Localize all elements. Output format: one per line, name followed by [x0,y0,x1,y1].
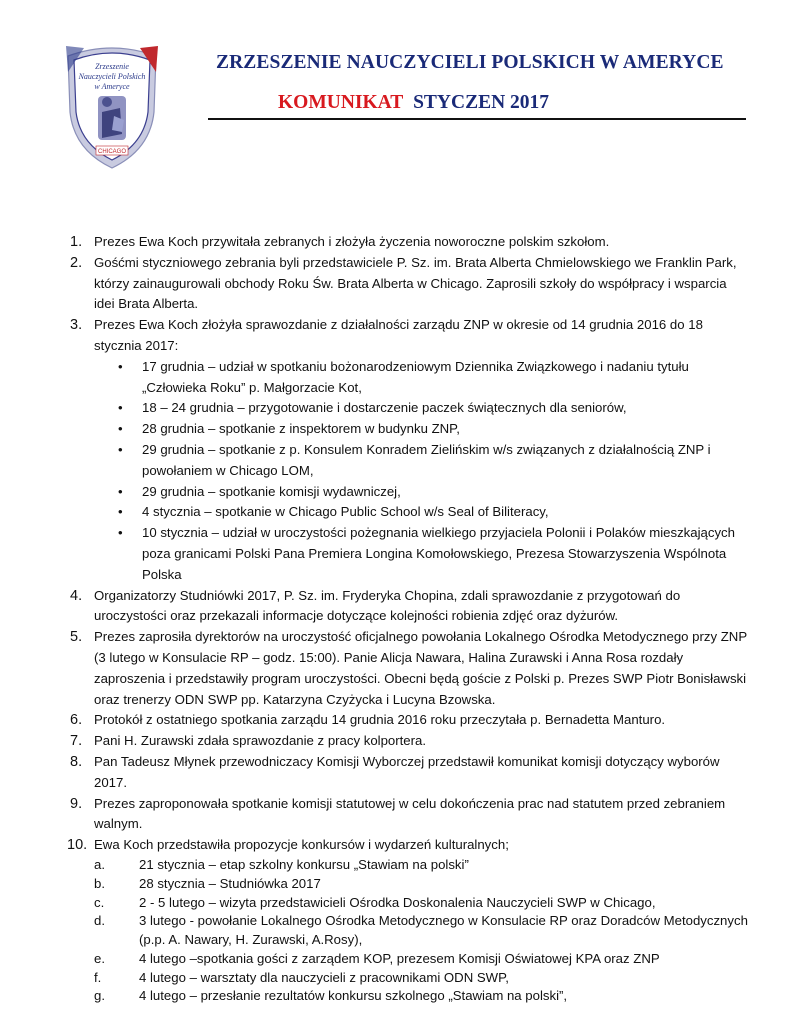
minutes-list-continued [67,586,750,1007]
item-text: Prezes Ewa Koch przywitała zebranych i złożyła życzenia noworoczne polskim szkołom. [94,234,610,249]
bullet-text: 17 grudnia – udział w spotkaniu bożonarodzeniowym Dziennika Związkowego i nadaniu tytułu „Człowieka Roku” p. Małgorzacie Kot, [142,358,689,395]
bullet-item [118,440,750,482]
bullet-item [118,419,750,440]
item-text: Prezes zaprosiła dyrektorów na uroczystość oficjalnego powołania Lokalnego Ośrodka Metodycznego przy ZNP (3 lutego w Konsulacie RP – godz. 15:00). Panie Alicja Nawara, Halina Zurawski i Anna Rosa rozdały zaproszenia i przedstawiły program uroczystości. Obecni będą goście z Polski p. Prezes SWP Piotr Bonisławski oraz trenerzy ODN SWP pp. Katarzyna Czyżycka i Lucyna Bzowska. [94,629,747,707]
sub-item-text: 28 stycznia – Studniówka 2017 [139,875,321,891]
logo-text-line3: w Ameryce [94,82,130,91]
bullet-icon: • [118,483,123,499]
activity-bullet-list [70,357,750,586]
bullet-item [118,502,750,523]
sub-item-letter: d. [94,913,105,929]
bullet-text: 10 stycznia – udział w uroczystości pożegnania wielkiego przyjaciela Polonii i Polaków mieszkających poza granicami Polski Pana Premiera Longina Komołowskiego, Prezesa Stowarzyszenia Wspólnota Polska [142,525,735,582]
sub-item [94,856,750,875]
komunikat-label: KOMUNIKAT [278,92,404,113]
logo-text-line1: Zrzeszenie [95,62,129,71]
logo-figure-illustration [98,96,126,140]
sub-item [94,987,750,1006]
bullet-item [118,482,750,503]
document-title [278,92,549,114]
item-number: 7. [70,733,83,750]
events-sublist [94,856,750,1006]
sub-item-text: 3 lutego - powołanie Lokalnego Ośrodka Metodycznego w Konsulacie RP oraz Doradców Metodycznych (p.p. A. Nawary, H. Zurawski, A.Rosy), [139,913,748,948]
sub-item [94,969,750,988]
bullet-icon: • [118,400,123,416]
sub-item-letter: g. [94,988,105,1004]
sub-item [94,894,750,913]
organization-title: ZRZESZENIE NAUCZYCIELI POLSKICH W AMERYCE [216,52,724,73]
sub-item [94,912,750,950]
bullet-icon: • [118,441,123,457]
item-text: Prezes zaproponowała spotkanie komisji statutowej w celu dokończenia prac nad statutem przed zebraniem walnym. [94,795,726,832]
list-item [70,253,750,315]
sub-item-text: 4 lutego – przesłanie rezultatów konkursu szkolnego „Stawiam na polski”, [139,988,568,1004]
item-text: Gośćmi styczniowego zebrania byli przedstawiciele P. Sz. im. Brata Alberta Chmielowskiego we Franklin Park, którzy zainaugurowali obchody Roku Św. Brata Alberta w Chicago. Zaprosili szkoły do współpracy i wsparcia idei Brata Alberta. [94,254,737,312]
item-text: Ewa Koch przedstawiła propozycje konkursów i wydarzeń kulturalnych; [94,837,509,853]
bullet-text: 18 – 24 grudnia – przygotowanie i dostarczenie paczek świątecznych dla seniorów, [142,400,627,416]
bullet-icon: • [118,358,123,374]
logo-text-line2: Nauczycieli Polskich [78,72,146,81]
list-item [70,794,750,836]
item-number: 3. [70,317,83,334]
item-number: 10. [67,837,88,854]
minutes-list [70,232,750,357]
item-text: Prezes Ewa Koch złożyła sprawozdanie z działalności zarządu ZNP w okresie od 14 grudnia 2016 do 18 stycznia 2017: [94,317,703,353]
organization-logo [62,42,162,170]
sub-item-letter: c. [94,894,105,910]
bullet-text: 4 stycznia – spotkanie w Chicago Public School w/s Seal of Biliteracy, [142,504,549,520]
sub-item-text: 4 lutego – warsztaty dla nauczycieli z pracownikami ODN SWP, [139,969,509,985]
bullet-text: 29 grudnia – spotkanie z p. Konsulem Konradem Zielińskim w/s związanych z działalnością ZNP i powołaniem w Chicago LOM, [142,441,711,478]
bullet-icon: • [118,421,123,437]
bullet-text: 29 grudnia – spotkanie komisji wydawniczej, [142,483,401,499]
item-number: 1. [70,234,83,250]
item-text: Protokół z ostatniego spotkania zarządu 14 grudnia 2016 roku przeczytała p. Bernadetta Manturo. [94,712,666,728]
item-number: 6. [70,712,83,729]
bullet-item [118,398,750,419]
list-item [70,731,750,752]
list-item [67,835,750,1006]
item-text: Organizatorzy Studniówki 2017, P. Sz. im. Fryderyka Chopina, zdali sprawozdanie z przygotowań do uroczystości oraz przekazali informacje dotyczące kolejności robienia zdjęć oraz dyżurów. [94,587,681,624]
sub-item [94,950,750,969]
bullet-icon: • [118,504,123,520]
sub-item-letter: a. [94,856,105,872]
list-item [70,315,750,357]
komunikat-date: STYCZEN 2017 [413,92,550,113]
item-text: Pan Tadeusz Młynek przewodniczacy Komisji Wyborczej przedstawił komunikat komisji dotyczący wyborów 2017. [94,753,720,790]
bullet-item [118,357,750,399]
item-number: 4. [70,587,83,604]
list-item [70,710,750,731]
header-divider [208,118,746,120]
sub-item [94,875,750,894]
sub-item-letter: b. [94,875,105,891]
item-number: 9. [70,795,83,812]
sub-item-letter: f. [94,969,102,985]
list-item [70,232,750,253]
sub-item-letter: e. [94,950,105,966]
sub-item-text: 4 lutego –spotkania gości z zarządem KOP, prezesem Komisji Oświatowej KPA oraz ZNP [139,950,660,966]
sub-item-text: 21 stycznia – etap szkolny konkursu „Stawiam na polski” [139,856,469,872]
list-item [70,627,750,710]
bullet-icon: • [118,525,123,541]
item-number: 5. [70,629,83,646]
bullet-item [118,523,750,585]
logo-city: CHICAGO [97,149,127,155]
item-number: 8. [70,753,83,770]
list-item [70,752,750,794]
sub-item-text: 2 - 5 lutego – wizyta przedstawicieli Ośrodka Doskonalenia Nauczycieli SWP w Chicago, [139,894,656,910]
item-text: Pani H. Zurawski zdała sprawozdanie z pracy kolportera. [94,733,427,749]
list-item [70,586,750,628]
bullet-text: 28 grudnia – spotkanie z inspektorem w budynku ZNP, [142,421,460,437]
minutes-content [67,232,750,1006]
item-number: 2. [70,254,83,271]
